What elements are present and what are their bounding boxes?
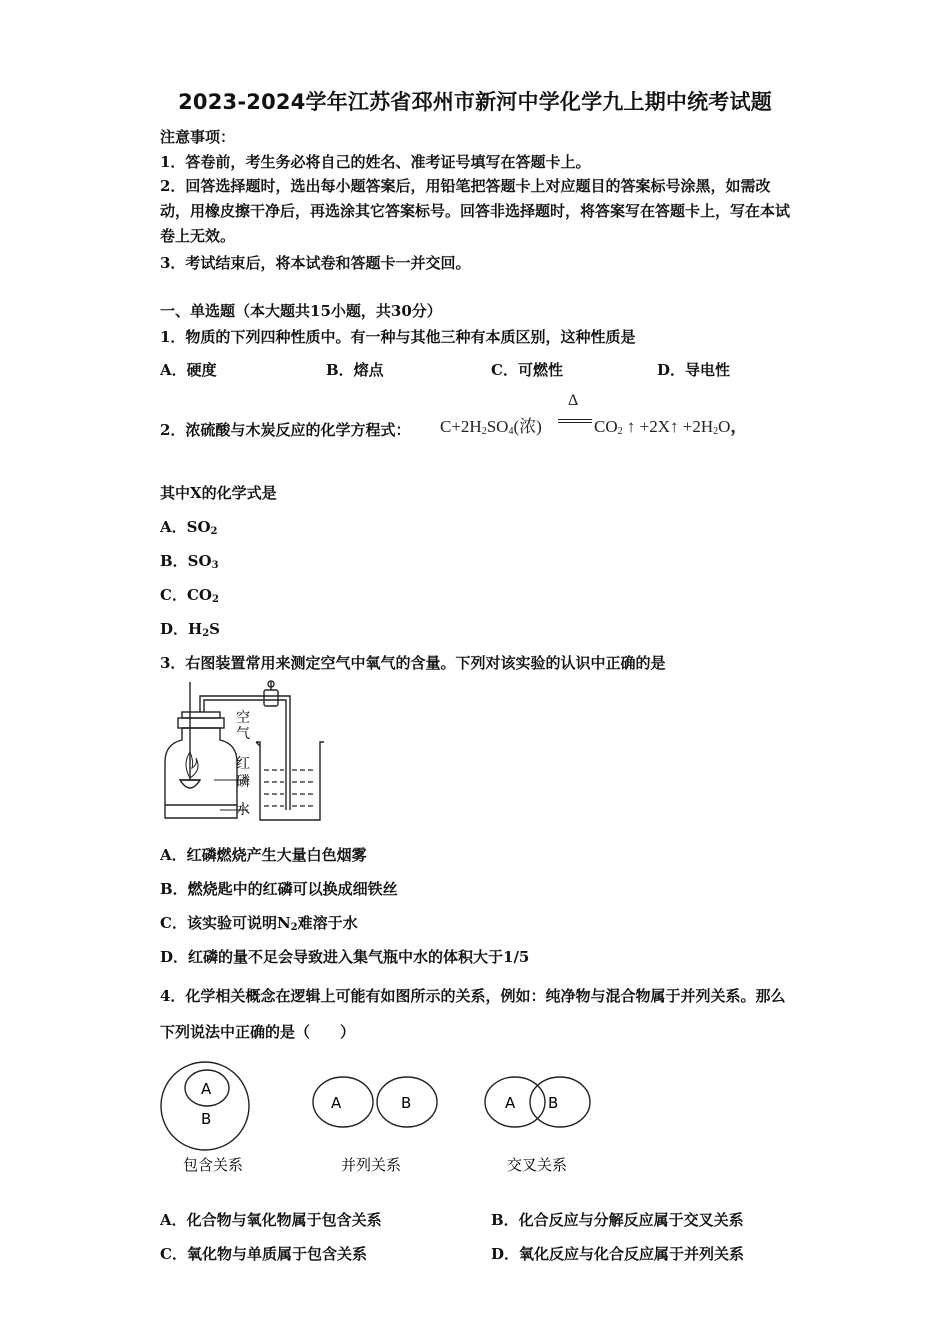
notice-item-2: 2．回答选择题时，选出每小题答案后，用铅笔把答题卡上对应题目的答案标号涂黑，如需改动，用橡皮擦干净后，再选涂其它答案标号。回答非选择题时，将答案写在答题卡上，写在本试卷上无效。	[160, 177, 791, 245]
label-water: 水	[236, 802, 250, 818]
q4-option-a[interactable]: A．化合物与氧化物属于包含关系	[160, 1211, 382, 1229]
equation-sign	[558, 419, 592, 423]
q2-option-a[interactable]: A．$SO_2$	[160, 518, 218, 537]
caption-inclusion: 包含关系	[183, 1156, 244, 1174]
q2-stem: 2．浓硫酸与木炭反应的化学方程式：	[160, 421, 411, 439]
q4-option-b[interactable]: B．化合反应与分解反应属于交叉关系	[491, 1211, 744, 1229]
q2-option-c[interactable]: C．$CO_2$	[160, 586, 219, 605]
heat-delta: Δ	[568, 392, 579, 409]
parallel-a: A	[331, 1094, 342, 1112]
q1-stem: 1．物质的下列四种性质中。有一种与其他三种有本质区别，这种性质是	[160, 328, 636, 346]
label-phosphorus-1: 红	[236, 756, 250, 772]
q3-option-d[interactable]: D．红磷的量不足会导致进入集气瓶中水的体积大于1/5	[160, 948, 530, 966]
q4-option-d[interactable]: D．氧化反应与化合反应属于并列关系	[491, 1245, 745, 1263]
cross-b: B	[548, 1094, 559, 1112]
q2-option-b[interactable]: B．$SO_3$	[160, 552, 219, 571]
cross-a: A	[505, 1094, 516, 1112]
label-air-1: 空	[236, 710, 250, 726]
label-phosphorus-2: 磷	[236, 774, 250, 790]
q1-option-b[interactable]: B．熔点	[326, 361, 384, 379]
q4-option-c[interactable]: C．氧化物与单质属于包含关系	[160, 1245, 367, 1263]
q1-option-a[interactable]: A．硬度	[160, 361, 217, 379]
inclusion-a: A	[201, 1080, 212, 1098]
q3-stem: 3．右图装置常用来测定空气中氧气的含量。下列对该实验的认识中正确的是	[160, 654, 666, 672]
inclusion-b: B	[201, 1110, 212, 1128]
label-air-2: 气	[236, 726, 250, 742]
section-heading: 一、单选题（本大题共15小题，共30分）	[160, 302, 442, 320]
q1-option-c[interactable]: C．可燃性	[491, 361, 563, 379]
notice-heading: 注意事项：	[160, 128, 236, 146]
parallel-b: B	[401, 1094, 412, 1112]
q2-stem-2: 其中X的化学式是	[160, 484, 277, 502]
q2-option-d[interactable]: D．$H_2S$	[160, 620, 220, 639]
concept-relation-figure	[155, 1052, 605, 1182]
caption-cross: 交叉关系	[507, 1156, 568, 1174]
notice-item-1: 1．答卷前，考生务必将自己的姓名、准考证号填写在答题卡上。	[160, 153, 591, 171]
page-title: 2023-2024学年江苏省邳州市新河中学化学九上期中统考试题	[178, 90, 772, 114]
oxygen-apparatus-figure	[160, 680, 330, 825]
q3-option-b[interactable]: B．燃烧匙中的红磷可以换成细铁丝	[160, 880, 398, 898]
q4-stem: 4．化学相关概念在逻辑上可能有如图所示的关系，例如：纯净物与混合物属于并列关系。那么下列说法中正确的是（ ）	[160, 987, 786, 1041]
exam-page: 2023-2024学年江苏省邳州市新河中学化学九上期中统考试题 注意事项： 1．答卷前，考生务必将自己的姓名、准考证号填写在答题卡上。 2．回答选择题时，选出每小题答案后，用铅笔把答题卡上对应题目的答案标号涂黑，如需改动，用橡皮擦干净后，再选涂其它答案标号。回答非选择题时，将答案写在答题卡上，写在本试卷上无效。 3．考试结束后，将本试卷和答题卡一并交回。 一、单选题（本大题共15小题，共30分） 1．物质的下列四种性质中。有一种与其他三种有本质区别，这种性质是 A．硬度 B．熔点 C．可燃性 D．导电性 2．浓硫酸与木炭反应的化学方程式： $C+2H_2SO_4$(浓) Δ $CO_2$ ↑ +2X↑ $+2H_2O$， 其中X的化学式是 A．$SO_2$ B．$SO_3$ C．$CO_2$ D．$H_2S$ 3．右图装置常用来测定空气中氧气的含量。下列对该实验的认识中正确的是 空 气 红 磷 水 A．红磷燃烧产生大量白色烟雾 B．燃烧匙中的红磷可以换成细铁丝 C．该实验可说明$N_2$难溶于水 D．红磷的量不足会导致进入集气瓶中水的体积大于1/5 4．化学相关概念在逻辑上可能有如图所示的关系，例如：纯净物与混合物属于并列关系。那么下列说法中正确的是（ ） A B A B A B 包含关系 并列关系 交叉关系 A．化合物与氧化物属于包含关系 B．化合反应与分解反应属于交叉关系 C．氧化物与单质属于包含关系 D．氧化反应与化合反应属于并列关系	[0, 0, 950, 1344]
q3-option-c[interactable]: C．该实验可说明$N_2$难溶于水	[160, 914, 358, 933]
q3-option-a[interactable]: A．红磷燃烧产生大量白色烟雾	[160, 846, 367, 864]
caption-parallel: 并列关系	[341, 1156, 402, 1174]
q1-option-d[interactable]: D．导电性	[657, 361, 731, 379]
notice-item-3: 3．考试结束后，将本试卷和答题卡一并交回。	[160, 254, 471, 272]
